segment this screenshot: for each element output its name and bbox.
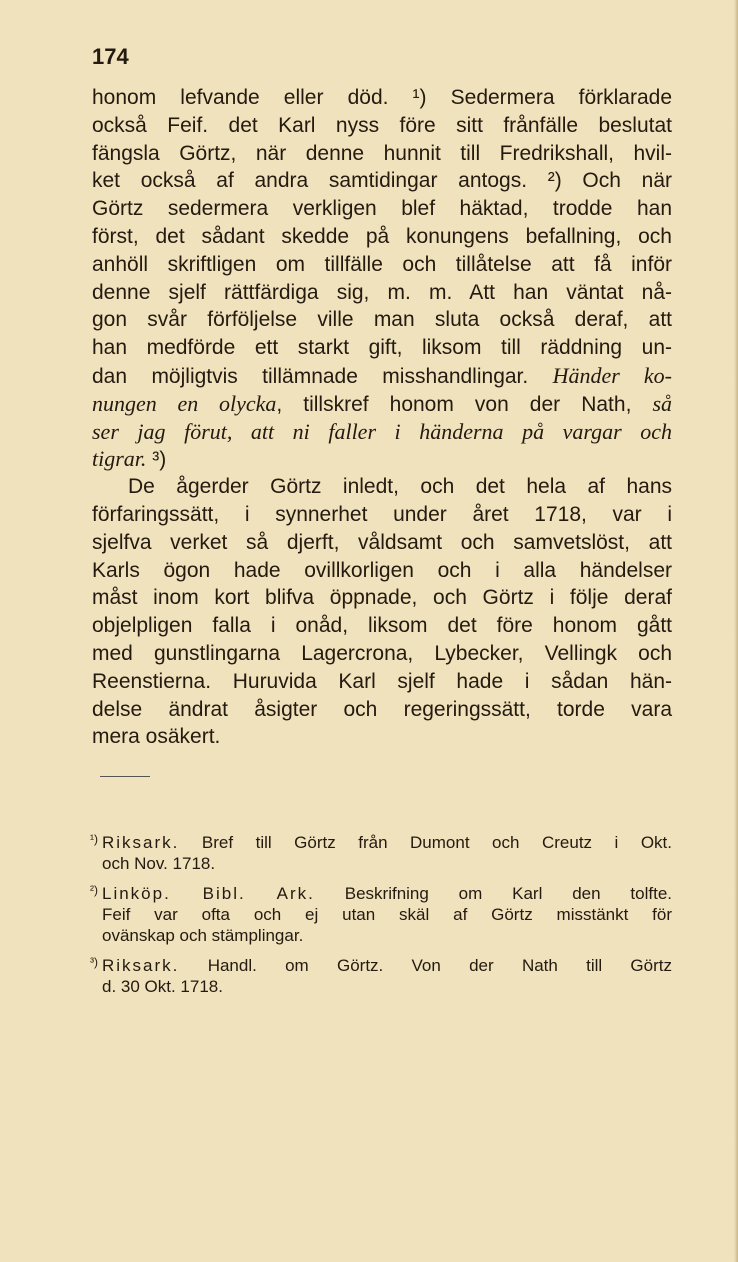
italic-quote: nungen en olycka bbox=[92, 390, 277, 416]
text-line bbox=[92, 84, 672, 112]
text-segment: ket också af andra samtidingar antogs. ²) Och när bbox=[92, 169, 672, 193]
footnote-source: Riksark. bbox=[102, 956, 180, 975]
footnote-line bbox=[102, 976, 672, 997]
text-segment: , tillskref honom von der Nath, bbox=[276, 392, 653, 416]
footnote-text: Bref till Görtz från Dumont och Creutz i Okt. bbox=[201, 833, 672, 852]
text-segment: honom lefvande eller död. ¹) Sedermera förklarade bbox=[92, 86, 672, 109]
footnote-line bbox=[102, 955, 672, 976]
footnote-source: Riksark. bbox=[102, 833, 180, 852]
text-segment: De ågerder Görtz inledt, och det hela af hans bbox=[128, 475, 672, 499]
text-segment: denne sjelf rättfärdiga sig, m. m. Att han väntat nå- bbox=[92, 280, 672, 304]
footnote-marker: ³) bbox=[90, 955, 98, 969]
text-segment: han medförde ett starkt gift, liksom till räddning un- bbox=[92, 336, 672, 360]
text-segment: måst inom kort blifva öppnade, och Görtz i följe deraf bbox=[92, 586, 672, 610]
text-segment: objelpligen falla i onåd, liksom det före honom gått bbox=[92, 614, 672, 638]
text-line bbox=[92, 584, 672, 612]
footnote bbox=[92, 883, 672, 946]
footnote-line bbox=[102, 904, 672, 925]
text-line bbox=[92, 195, 672, 223]
text-segment: med gunstlingarna Lagercrona, Lybecker, Vellingk och bbox=[92, 641, 672, 665]
text-segment: gon svår förföljelse ville man sluta också deraf, att bbox=[92, 308, 672, 332]
text-line bbox=[92, 529, 672, 557]
text-line bbox=[92, 251, 672, 279]
footnote-line bbox=[102, 832, 672, 853]
text-line bbox=[92, 279, 672, 307]
footnote-text: och Nov. 1718. bbox=[102, 854, 216, 873]
text-segment: också Feif. det Karl nyss före sitt frånfälle beslutat bbox=[92, 113, 672, 137]
text-segment: dan möjligtvis tillämnade misshandlingar. bbox=[92, 364, 553, 388]
text-line bbox=[92, 696, 672, 724]
footnotes bbox=[92, 832, 672, 1006]
text-line bbox=[92, 612, 672, 640]
text-line bbox=[92, 668, 672, 696]
text-segment: Görtz sedermera verkligen blef häktad, trodde han bbox=[92, 197, 672, 221]
footnote-text: Beskrifning om Karl den tolfte. bbox=[344, 884, 673, 903]
text-segment: delse ändrat åsigter och regeringssätt, torde vara bbox=[92, 697, 672, 721]
footnote-text: d. 30 Okt. 1718. bbox=[102, 977, 223, 996]
text-line bbox=[92, 112, 672, 140]
footnote-source: Linköp. Bibl. Ark. bbox=[102, 884, 315, 903]
footnote-marker: ²) bbox=[90, 883, 98, 897]
text-line bbox=[92, 167, 672, 195]
text-line bbox=[92, 640, 672, 668]
text-line bbox=[92, 418, 672, 446]
text-segment: anhöll skriftligen om tillfälle och tillåtelse att få inför bbox=[92, 252, 672, 276]
text-line bbox=[92, 390, 672, 418]
footnote bbox=[92, 832, 672, 874]
text-segment: Reenstierna. Huruvida Karl sjelf hade i sådan hän- bbox=[92, 669, 672, 693]
footnote-marker: ¹) bbox=[90, 832, 98, 846]
text-segment: ³) bbox=[146, 448, 167, 472]
italic-quote: Händer ko- bbox=[552, 362, 672, 388]
footnote-text: ovänskap och stämplingar. bbox=[102, 926, 304, 945]
text-line bbox=[92, 306, 672, 334]
text-line bbox=[92, 473, 672, 501]
footnote-text: Feif var ofta och ej utan skäl af Görtz misstänkt för bbox=[102, 905, 672, 924]
text-line bbox=[92, 501, 672, 529]
footnote-line bbox=[102, 883, 672, 904]
text-segment: Karls ögon hade ovillkorligen och i alla händelser bbox=[92, 558, 672, 582]
text-line bbox=[92, 362, 672, 390]
text-line bbox=[92, 445, 672, 473]
page-number: 174 bbox=[92, 44, 129, 69]
text-segment: mera osäkert. bbox=[92, 725, 221, 749]
text-segment: förfaringssätt, i synnerhet under året 1718, var i bbox=[92, 502, 672, 526]
footnote-text: Handl. om Görtz. Von der Nath till Görtz bbox=[207, 956, 672, 975]
footnote-divider bbox=[100, 776, 150, 777]
page-edge bbox=[734, 0, 738, 1262]
footnote-line bbox=[102, 853, 672, 874]
text-line bbox=[92, 723, 672, 751]
text-line bbox=[92, 334, 672, 362]
footnote-line bbox=[102, 925, 672, 946]
italic-quote: ser jag förut, att ni faller i händerna på vargar och bbox=[92, 418, 672, 444]
italic-quote: tigrar. bbox=[92, 446, 147, 472]
text-segment: fängsla Görtz, när denne hunnit till Fredrikshall, hvil- bbox=[92, 141, 672, 165]
footnote bbox=[92, 955, 672, 997]
text-line bbox=[92, 223, 672, 251]
body-text bbox=[92, 84, 672, 751]
text-segment: sjelfva verket så djerft, våldsamt och samvetslöst, att bbox=[92, 530, 672, 554]
text-line bbox=[92, 557, 672, 585]
italic-quote: så bbox=[652, 390, 673, 416]
text-segment: först, det sådant skedde på konungens befallning, och bbox=[92, 224, 672, 248]
text-line bbox=[92, 140, 672, 168]
